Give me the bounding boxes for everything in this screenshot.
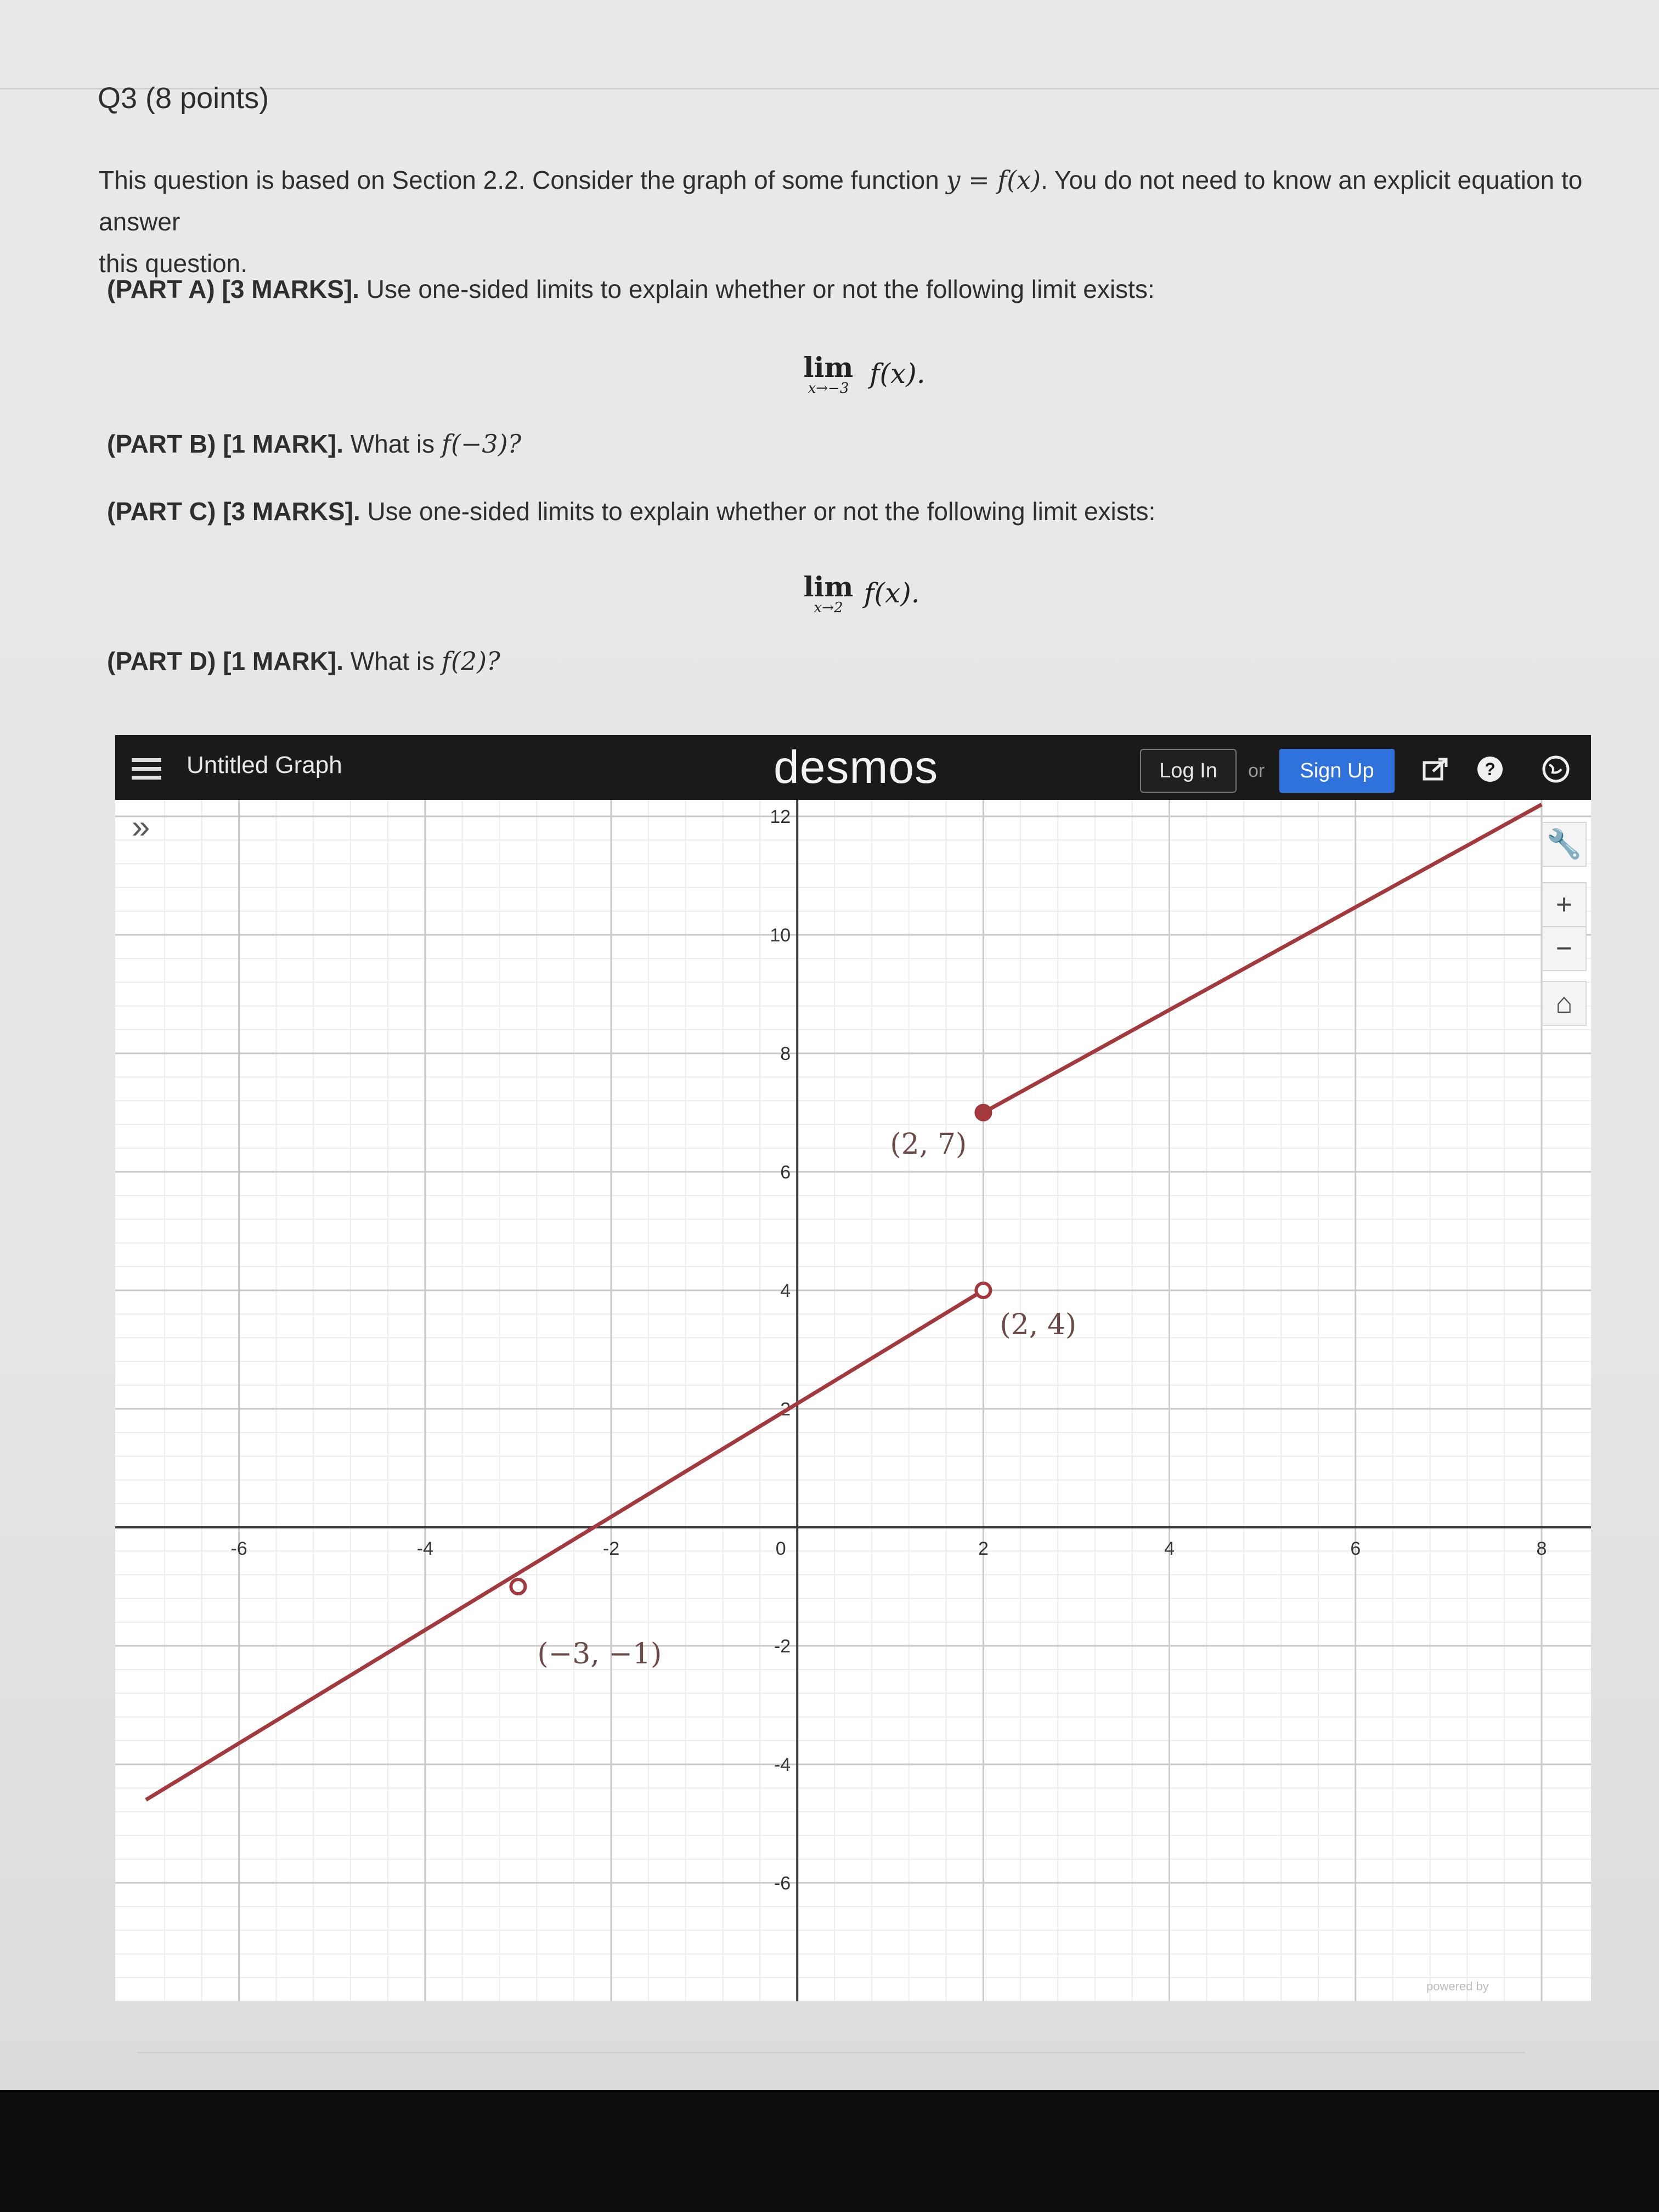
lim-symbol: lim [803,351,854,383]
x-tick-label: -4 [416,1538,433,1559]
wrench-icon[interactable]: 🔧 [1542,822,1587,867]
limit-expression-a [795,351,926,397]
part-c-label: (PART C) [3 MARKS]. [107,497,360,526]
x-tick-label: -6 [230,1538,247,1559]
limit-expression-c [795,571,920,616]
home-icon[interactable]: ⌂ [1542,981,1587,1026]
point-label: (−3, −1) [537,1638,662,1671]
or-text: or [1248,760,1265,781]
open-point [976,1283,990,1297]
share-icon[interactable] [1421,755,1449,783]
point-label: (2, 4) [1000,1308,1077,1341]
graph-canvas[interactable] [115,800,1591,2001]
graph-paper[interactable] [115,800,1591,2001]
part-c-text: Use one-sided limits to explain whether or not the following limit exists: [360,497,1156,526]
zoom-in-icon[interactable]: + [1542,882,1587,927]
login-button[interactable]: Log In [1140,749,1237,793]
intro-text: This question is based on Section 2.2. Consider the graph of some function [99,166,946,194]
part-d-label: (PART D) [1 MARK]. [107,647,343,675]
y-tick-label: 10 [770,925,791,946]
x-tick-label: 4 [1164,1538,1175,1559]
part-c [107,496,1155,526]
question-title: Q3 (8 points) [98,82,269,115]
lim-subscript: x→−3 [808,380,849,397]
part-a [107,274,1155,304]
part-a-text: Use one-sided limits to explain whether or not the following limit exists: [359,275,1155,303]
y-tick-label: 8 [780,1043,791,1064]
x-tick-label: 8 [1536,1538,1547,1559]
help-icon[interactable] [1476,755,1504,783]
menu-icon[interactable] [132,758,161,780]
expand-icon[interactable]: » [132,808,150,845]
globe-icon[interactable] [1542,755,1570,783]
y-tick-label: -4 [774,1754,791,1775]
y-tick-label: 12 [770,806,791,827]
part-b [107,429,521,459]
part-a-label: (PART A) [3 MARKS]. [107,275,359,303]
monitor-bezel [0,2090,1659,2212]
lim-function: f(x). [870,358,926,390]
series-line [146,1290,983,1800]
y-tick-label: 2 [780,1399,791,1420]
open-point [511,1579,525,1594]
part-d [107,646,500,676]
intro-text-post: . You do not need to know an explicit equation to answer [99,166,1583,236]
x-tick-label: 6 [1350,1538,1361,1559]
part-b-text: What is [343,430,442,458]
part-d-text: What is [343,647,442,675]
part-d-math: f(2)? [441,646,500,676]
signup-button[interactable]: Sign Up [1279,749,1395,793]
desmos-logo: desmos [774,741,939,793]
lim-subscript: x→2 [814,600,843,616]
y-tick-label: 4 [780,1280,791,1301]
lim-symbol: lim [803,571,854,603]
x-tick-label: 2 [978,1538,989,1559]
point-label: (2, 7) [890,1128,967,1161]
closed-point [975,1105,991,1120]
divider [137,2052,1525,2053]
intro-math: y = f(x) [946,165,1041,195]
x-tick-label: -2 [602,1538,620,1559]
part-b-label: (PART B) [1 MARK]. [107,430,343,458]
question-intro [99,159,1659,284]
y-tick-label: -2 [774,1636,791,1657]
desmos-header [115,735,1591,800]
x-tick-label: 0 [775,1538,786,1559]
intro-text-2: this question. [99,249,248,278]
y-tick-label: -6 [774,1873,791,1894]
powered-by: powered by [1426,1979,1489,1993]
lim-function: f(x). [864,577,920,609]
zoom-out-icon[interactable]: − [1542,926,1587,971]
part-b-math: f(−3)? [441,429,522,459]
graph-title[interactable]: Untitled Graph [187,752,342,778]
svg-text:?: ? [1485,759,1496,779]
y-tick-label: 6 [780,1162,791,1183]
